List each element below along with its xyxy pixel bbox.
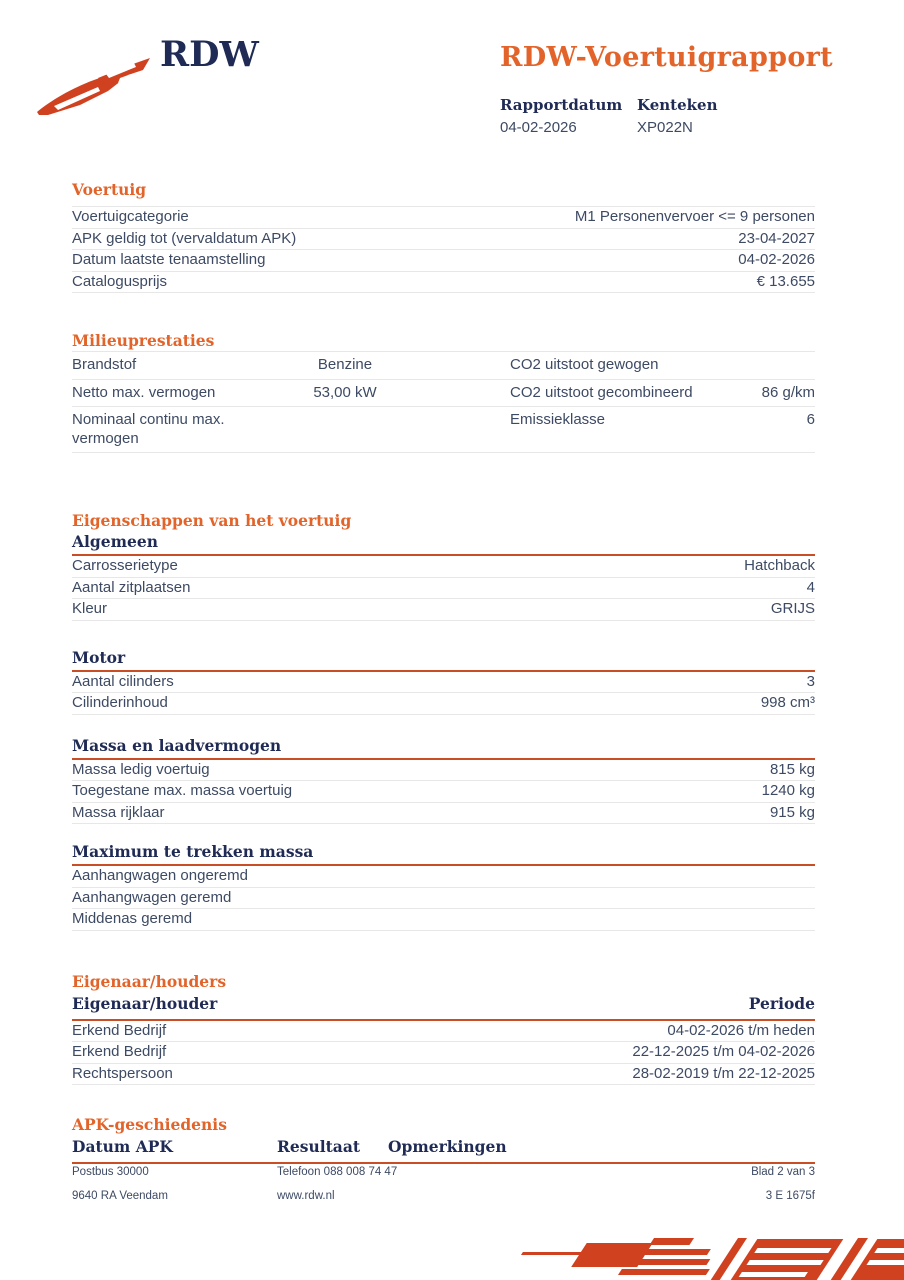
footer-address-column xyxy=(72,1166,277,1214)
row-value: 915 kg xyxy=(769,803,815,821)
row-value: Hatchback xyxy=(744,557,815,574)
table-row xyxy=(72,599,815,621)
row-label-right: Emissieklasse xyxy=(510,411,606,428)
section-heading-apk: APK-geschiedenis xyxy=(72,1115,227,1134)
row-label: Catalogusprijs xyxy=(72,272,168,290)
row-value-left xyxy=(280,411,410,448)
row-value: M1 Personenvervoer <= 9 personen xyxy=(574,208,815,225)
row-label: Cilinderinhoud xyxy=(72,694,168,711)
footer-address-line2: 9640 RA Veendam xyxy=(72,1190,168,1202)
table-row xyxy=(72,407,815,453)
table-row xyxy=(72,803,815,825)
table-row xyxy=(72,866,815,888)
row-value: 4 xyxy=(806,578,815,596)
kenteken-block xyxy=(637,96,717,136)
section-eigenaar-houders xyxy=(72,972,815,1086)
eigenaar-rows xyxy=(72,1021,815,1086)
section-apk-geschiedenis xyxy=(72,1115,815,1164)
section-heading-milieuprestaties: Milieuprestaties xyxy=(72,331,215,350)
footer-phone: Telefoon 088 008 74 47 xyxy=(277,1166,398,1178)
row-label: Massa rijklaar xyxy=(72,803,165,821)
row-label-left: Brandstof xyxy=(72,356,137,373)
table-row xyxy=(72,556,815,578)
row-label: Aantal zitplaatsen xyxy=(72,578,191,596)
row-label-left: Nominaal continu max. vermogen xyxy=(72,411,225,447)
footer-address-line1: Postbus 30000 xyxy=(72,1166,149,1178)
owner-period: 22-12-2025 t/m 04-02-2026 xyxy=(632,1043,815,1060)
row-label: Voertuigcategorie xyxy=(72,208,189,225)
row-value: 04-02-2026 xyxy=(738,251,815,268)
apk-table-header xyxy=(72,1137,815,1164)
row-value-right: 86 g/km xyxy=(761,383,815,401)
motor-rows xyxy=(72,672,815,715)
row-label-left: Netto max. vermogen xyxy=(72,383,216,401)
row-value: 998 cm³ xyxy=(760,694,815,711)
eigenaar-table-header xyxy=(72,994,815,1021)
table-row xyxy=(72,888,815,910)
owner-name: Rechtspersoon xyxy=(72,1064,173,1082)
section-voertuig xyxy=(72,180,815,293)
column-header-resultaat: Resultaat xyxy=(277,1137,361,1156)
row-label: Kleur xyxy=(72,600,108,617)
subheading-algemeen: Algemeen xyxy=(72,533,815,556)
report-meta xyxy=(500,96,717,136)
subheading-massa: Massa en laadvermogen xyxy=(72,737,815,760)
row-value-left: Benzine xyxy=(317,356,373,373)
section-eigenschappen xyxy=(72,511,815,931)
column-header-period: Periode xyxy=(748,993,815,1013)
row-value: € 13.655 xyxy=(756,272,815,290)
row-value: 23-04-2027 xyxy=(738,229,815,247)
row-label: Datum laatste tenaamstelling xyxy=(72,251,266,268)
milieu-rows xyxy=(72,351,815,453)
owner-name: Erkend Bedrijf xyxy=(72,1043,167,1060)
owner-period: 28-02-2019 t/m 22-12-2025 xyxy=(632,1064,815,1082)
table-row xyxy=(72,781,815,803)
table-row xyxy=(72,380,815,408)
rdw-feather-logo-icon xyxy=(36,54,154,116)
table-row xyxy=(72,578,815,600)
row-label: APK geldig tot (vervaldatum APK) xyxy=(72,229,297,247)
table-row xyxy=(72,909,815,931)
kenteken-label: Kenteken xyxy=(637,96,718,114)
section-heading-eigenschappen: Eigenschappen van het voertuig xyxy=(72,511,352,530)
section-milieuprestaties xyxy=(72,331,815,453)
row-label: Aanhangwagen geremd xyxy=(72,888,232,906)
row-label: Toegestane max. massa voertuig xyxy=(72,782,293,799)
row-label: Aanhangwagen ongeremd xyxy=(72,867,248,884)
massa-rows xyxy=(72,760,815,825)
row-value-left: 53,00 kW xyxy=(313,383,377,401)
column-header-datum-apk: Datum APK xyxy=(72,1137,173,1156)
section-heading-eigenaar: Eigenaar/houders xyxy=(72,971,227,991)
row-label: Carrosserietype xyxy=(72,557,178,574)
table-row xyxy=(72,207,815,229)
page-footer xyxy=(72,1166,815,1214)
row-value: 3 xyxy=(806,672,815,690)
trekken-rows xyxy=(72,866,815,931)
voertuig-rows xyxy=(72,206,815,293)
kenteken-value: XP022N xyxy=(637,119,693,136)
table-row xyxy=(72,760,815,782)
table-row xyxy=(72,672,815,694)
column-header-opmerkingen: Opmerkingen xyxy=(388,1137,507,1156)
row-label: Massa ledig voertuig xyxy=(72,760,210,778)
row-value-right xyxy=(695,356,815,375)
row-value: 1240 kg xyxy=(761,782,815,799)
footer-form-code: 3 E 1675f xyxy=(765,1190,815,1202)
section-heading-voertuig: Voertuig xyxy=(72,180,147,199)
row-label-right: CO2 uitstoot gewogen xyxy=(510,356,659,373)
algemeen-rows xyxy=(72,556,815,621)
report-date-label: Rapportdatum xyxy=(500,96,623,114)
report-date-block xyxy=(500,96,637,136)
page-title: RDW-Voertuigrapport xyxy=(500,42,833,73)
decorative-stripes-graphic xyxy=(512,1238,904,1280)
table-row xyxy=(72,229,815,251)
footer-contact-column xyxy=(277,1166,751,1214)
footer-website: www.rdw.nl xyxy=(277,1190,335,1202)
table-row xyxy=(72,1042,815,1064)
row-value: 815 kg xyxy=(769,760,815,778)
row-value-right: 6 xyxy=(806,411,815,428)
owner-name: Erkend Bedrijf xyxy=(72,1021,167,1039)
table-row xyxy=(72,272,815,294)
footer-page-indicator: Blad 2 van 3 xyxy=(751,1166,815,1178)
row-label: Middenas geremd xyxy=(72,910,193,927)
owner-period: 04-02-2026 t/m heden xyxy=(667,1021,815,1039)
row-label-right: CO2 uitstoot gecombineerd xyxy=(510,383,693,401)
table-row xyxy=(72,352,815,380)
report-body xyxy=(72,180,815,1164)
subheading-motor: Motor xyxy=(72,649,815,672)
column-header-owner: Eigenaar/houder xyxy=(72,993,218,1013)
rdw-logo-wordmark: RDW xyxy=(160,34,259,75)
row-label: Aantal cilinders xyxy=(72,672,174,690)
row-value: GRIJS xyxy=(770,600,815,617)
table-row xyxy=(72,1021,815,1043)
table-row xyxy=(72,1064,815,1086)
table-row xyxy=(72,693,815,715)
table-row xyxy=(72,250,815,272)
footer-page-column xyxy=(751,1166,815,1214)
subheading-maximum-trekken: Maximum te trekken massa xyxy=(72,843,815,866)
report-date-value: 04-02-2026 xyxy=(500,119,577,136)
